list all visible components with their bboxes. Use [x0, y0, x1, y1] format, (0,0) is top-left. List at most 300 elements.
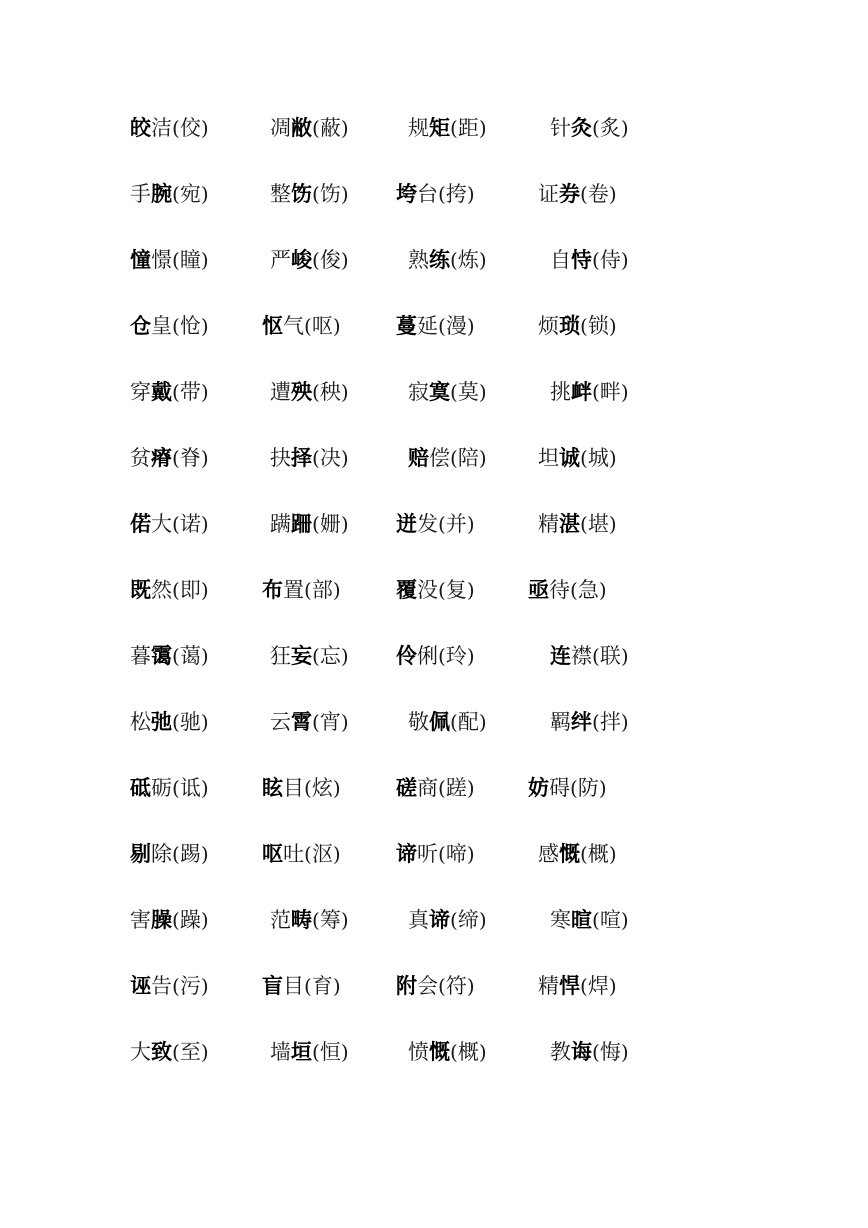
- open-paren: (: [172, 842, 180, 866]
- word-entry: [528, 768, 607, 808]
- word-character: 墙: [270, 1040, 291, 1064]
- word-character: 敬: [408, 710, 429, 734]
- close-paren: ): [608, 314, 617, 338]
- word-character: 置: [283, 578, 304, 602]
- open-paren: (: [450, 908, 458, 932]
- word-entry: [396, 504, 475, 544]
- word-character: 告: [151, 974, 172, 998]
- word-text: [396, 842, 438, 866]
- confusable-character: 呕: [311, 314, 333, 338]
- word-entry: [550, 636, 629, 676]
- emphasized-character: 妄: [291, 643, 312, 668]
- emphasized-character: 呕: [262, 841, 283, 866]
- confusable-character: 怆: [179, 314, 201, 338]
- word-text: [130, 116, 172, 140]
- word-text: [538, 974, 580, 998]
- word-character: 坦: [538, 446, 559, 470]
- close-paren: ): [340, 644, 349, 668]
- word-character: 整: [270, 182, 291, 206]
- word-character: 真: [408, 908, 429, 932]
- word-text: [270, 446, 312, 470]
- word-entry: [270, 900, 349, 940]
- open-paren: (: [450, 446, 458, 470]
- open-paren: (: [592, 380, 600, 404]
- word-character: 气: [283, 314, 304, 338]
- close-paren: ): [340, 116, 349, 140]
- word-character: 没: [417, 578, 438, 602]
- close-paren: ): [608, 512, 617, 536]
- word-character: 害: [130, 908, 151, 932]
- open-paren: (: [592, 248, 600, 272]
- emphasized-character: 迸: [396, 511, 417, 536]
- word-character: 台: [417, 182, 438, 206]
- close-paren: ): [200, 446, 209, 470]
- emphasized-character: 衅: [571, 379, 592, 404]
- close-paren: ): [466, 512, 475, 536]
- word-entry: [538, 504, 617, 544]
- open-paren: (: [172, 974, 180, 998]
- word-character: 蹒: [270, 512, 291, 536]
- word-entry: [130, 438, 209, 478]
- word-entry: [550, 702, 629, 742]
- emphasized-character: 恃: [571, 247, 592, 272]
- open-paren: (: [438, 182, 446, 206]
- word-text: [408, 116, 450, 140]
- word-text: [538, 446, 580, 470]
- close-paren: ): [478, 380, 487, 404]
- close-paren: ): [200, 974, 209, 998]
- emphasized-character: 矩: [429, 115, 450, 140]
- close-paren: ): [466, 314, 475, 338]
- close-paren: ): [200, 644, 209, 668]
- word-character: 听: [417, 842, 438, 866]
- word-entry: [130, 768, 209, 808]
- open-paren: (: [172, 776, 180, 800]
- word-text: [408, 446, 450, 470]
- word-character: 大: [130, 1040, 151, 1064]
- emphasized-character: 妨: [528, 775, 549, 800]
- word-text: [270, 644, 312, 668]
- word-character: 自: [550, 248, 571, 272]
- emphasized-character: 霭: [151, 643, 172, 668]
- word-entry: [270, 504, 349, 544]
- open-paren: (: [312, 446, 320, 470]
- word-text: [130, 644, 172, 668]
- open-paren: (: [450, 1040, 458, 1064]
- word-entry: [550, 108, 629, 148]
- word-text: [270, 908, 312, 932]
- emphasized-character: 暄: [571, 907, 592, 932]
- word-row: [0, 834, 868, 874]
- open-paren: (: [580, 512, 588, 536]
- emphasized-character: 弛: [151, 709, 172, 734]
- emphasized-character: 诲: [571, 1039, 592, 1064]
- open-paren: (: [172, 644, 180, 668]
- close-paren: ): [200, 314, 209, 338]
- word-character: 寂: [408, 380, 429, 404]
- emphasized-character: 慨: [429, 1039, 450, 1064]
- emphasized-character: 瘠: [151, 445, 172, 470]
- word-character: 熟: [408, 248, 429, 272]
- word-text: [408, 380, 450, 404]
- close-paren: ): [340, 710, 349, 734]
- open-paren: (: [304, 974, 312, 998]
- word-entry: [262, 834, 341, 874]
- word-entry: [550, 900, 629, 940]
- close-paren: ): [620, 116, 629, 140]
- word-entry: [270, 174, 349, 214]
- emphasized-character: 眩: [262, 775, 283, 800]
- word-entry: [396, 174, 475, 214]
- word-text: [396, 512, 438, 536]
- word-character: 暮: [130, 644, 151, 668]
- emphasized-character: 致: [151, 1039, 172, 1064]
- word-character: 精: [538, 974, 559, 998]
- emphasized-character: 殃: [291, 379, 312, 404]
- open-paren: (: [580, 974, 588, 998]
- word-character: 会: [417, 974, 438, 998]
- emphasized-character: 霄: [291, 709, 312, 734]
- word-character: 范: [270, 908, 291, 932]
- word-character: 羁: [550, 710, 571, 734]
- word-character: 然: [151, 578, 172, 602]
- word-text: [130, 776, 172, 800]
- word-text: [130, 512, 172, 536]
- word-text: [262, 314, 304, 338]
- word-entry: [538, 438, 617, 478]
- emphasized-character: 剔: [130, 841, 151, 866]
- word-entry: [550, 240, 629, 280]
- close-paren: ): [466, 974, 475, 998]
- word-text: [528, 578, 570, 602]
- word-text: [130, 182, 172, 206]
- word-text: [130, 974, 172, 998]
- emphasized-character: 灸: [571, 115, 592, 140]
- confusable-character: 决: [319, 446, 341, 470]
- confusable-character: 沤: [311, 842, 333, 866]
- word-entry: [550, 1032, 629, 1072]
- word-entry: [130, 570, 209, 610]
- word-character: 目: [283, 974, 304, 998]
- confusable-character: 锁: [587, 314, 609, 338]
- close-paren: ): [200, 710, 209, 734]
- word-text: [130, 446, 172, 470]
- close-paren: ): [200, 776, 209, 800]
- confusable-character: 躁: [179, 908, 201, 932]
- word-row: [0, 438, 868, 478]
- confusable-character: 即: [179, 578, 201, 602]
- word-text: [130, 248, 172, 272]
- confusable-character: 饬: [319, 182, 341, 206]
- open-paren: (: [312, 116, 320, 140]
- word-character: 教: [550, 1040, 571, 1064]
- close-paren: ): [466, 842, 475, 866]
- word-entry: [130, 834, 209, 874]
- word-character: 发: [417, 512, 438, 536]
- word-text: [262, 842, 304, 866]
- close-paren: ): [332, 776, 341, 800]
- confusable-character: 秧: [319, 380, 341, 404]
- word-row: [0, 966, 868, 1006]
- emphasized-character: 臊: [151, 907, 172, 932]
- open-paren: (: [172, 578, 180, 602]
- word-text: [550, 644, 592, 668]
- word-entry: [130, 966, 209, 1006]
- word-character: 云: [270, 710, 291, 734]
- emphasized-character: 跚: [291, 511, 312, 536]
- word-character: 除: [151, 842, 172, 866]
- open-paren: (: [172, 446, 180, 470]
- close-paren: ): [478, 710, 487, 734]
- close-paren: ): [620, 644, 629, 668]
- word-character: 洁: [151, 116, 172, 140]
- confusable-character: 并: [445, 512, 467, 536]
- word-entry: [408, 438, 487, 478]
- emphasized-character: 戴: [151, 379, 172, 404]
- word-entry: [262, 966, 341, 1006]
- close-paren: ): [332, 842, 341, 866]
- close-paren: ): [340, 446, 349, 470]
- word-text: [262, 776, 304, 800]
- confusable-character: 配: [457, 710, 479, 734]
- word-entry: [130, 900, 209, 940]
- emphasized-character: 盲: [262, 973, 283, 998]
- confusable-character: 城: [587, 446, 609, 470]
- word-entry: [408, 108, 487, 148]
- open-paren: (: [450, 116, 458, 140]
- close-paren: ): [200, 578, 209, 602]
- word-entry: [270, 1032, 349, 1072]
- word-character: 挑: [550, 380, 571, 404]
- word-entry: [408, 900, 487, 940]
- emphasized-character: 附: [396, 973, 417, 998]
- confusable-character: 漫: [445, 314, 467, 338]
- word-text: [396, 578, 438, 602]
- open-paren: (: [304, 314, 312, 338]
- open-paren: (: [172, 380, 180, 404]
- open-paren: (: [312, 380, 320, 404]
- word-text: [550, 248, 592, 272]
- word-text: [408, 248, 450, 272]
- word-text: [396, 644, 438, 668]
- open-paren: (: [592, 710, 600, 734]
- word-entry: [262, 768, 341, 808]
- open-paren: (: [438, 776, 446, 800]
- word-row: [0, 636, 868, 676]
- word-character: 贫: [130, 446, 151, 470]
- word-entry: [130, 504, 209, 544]
- open-paren: (: [312, 710, 320, 734]
- emphasized-character: 怄: [262, 313, 283, 338]
- word-character: 俐: [417, 644, 438, 668]
- confusable-character: 踢: [179, 842, 201, 866]
- word-entry: [538, 966, 617, 1006]
- word-entry: [538, 306, 617, 346]
- word-text: [130, 314, 172, 338]
- confusable-character: 至: [179, 1040, 201, 1064]
- open-paren: (: [438, 314, 446, 338]
- word-text: [130, 380, 172, 404]
- emphasized-character: 择: [291, 445, 312, 470]
- confusable-character: 筹: [319, 908, 341, 932]
- word-row: [0, 240, 868, 280]
- word-text: [270, 710, 312, 734]
- word-entry: [270, 108, 349, 148]
- close-paren: ): [200, 1040, 209, 1064]
- word-text: [538, 314, 580, 338]
- emphasized-character: 磋: [396, 775, 417, 800]
- word-character: 感: [538, 842, 559, 866]
- close-paren: ): [598, 578, 607, 602]
- close-paren: ): [332, 974, 341, 998]
- word-row: [0, 570, 868, 610]
- word-character: 遭: [270, 380, 291, 404]
- word-entry: [270, 636, 349, 676]
- word-entry: [396, 768, 475, 808]
- word-text: [262, 974, 304, 998]
- word-entry: [270, 372, 349, 412]
- emphasized-character: 敝: [291, 115, 312, 140]
- word-character: 手: [130, 182, 151, 206]
- word-text: [528, 776, 570, 800]
- word-character: 严: [270, 248, 291, 272]
- confusable-character: 炫: [311, 776, 333, 800]
- emphasized-character: 饬: [291, 181, 312, 206]
- confusable-character: 焊: [587, 974, 609, 998]
- open-paren: (: [592, 644, 600, 668]
- confusable-character: 诺: [179, 512, 201, 536]
- open-paren: (: [438, 842, 446, 866]
- confusable-character: 诋: [179, 776, 201, 800]
- word-text: [396, 182, 438, 206]
- open-paren: (: [438, 974, 446, 998]
- word-text: [550, 710, 592, 734]
- word-entry: [396, 570, 475, 610]
- confusable-character: 拌: [599, 710, 621, 734]
- word-entry: [262, 570, 341, 610]
- emphasized-character: 琐: [559, 313, 580, 338]
- open-paren: (: [450, 380, 458, 404]
- emphasized-character: 伶: [396, 643, 417, 668]
- emphasized-character: 畴: [291, 907, 312, 932]
- word-character: 皇: [151, 314, 172, 338]
- open-paren: (: [438, 644, 446, 668]
- word-text: [270, 380, 312, 404]
- confusable-character: 陪: [457, 446, 479, 470]
- word-character: 针: [550, 116, 571, 140]
- open-paren: (: [304, 776, 312, 800]
- confusable-character: 概: [587, 842, 609, 866]
- word-character: 抉: [270, 446, 291, 470]
- word-entry: [396, 306, 475, 346]
- open-paren: (: [450, 248, 458, 272]
- close-paren: ): [340, 248, 349, 272]
- close-paren: ): [478, 1040, 487, 1064]
- emphasized-character: 谛: [396, 841, 417, 866]
- word-entry: [130, 702, 209, 742]
- emphasized-character: 诚: [559, 445, 580, 470]
- word-entry: [528, 570, 607, 610]
- word-entry: [130, 636, 209, 676]
- word-text: [262, 578, 304, 602]
- word-entry: [408, 702, 487, 742]
- confusable-character: 忘: [319, 644, 341, 668]
- confusable-character: 佼: [179, 116, 201, 140]
- word-character: 穿: [130, 380, 151, 404]
- emphasized-character: 皎: [130, 115, 151, 140]
- emphasized-character: 券: [559, 181, 580, 206]
- confusable-character: 联: [599, 644, 621, 668]
- close-paren: ): [608, 974, 617, 998]
- open-paren: (: [312, 644, 320, 668]
- close-paren: ): [608, 842, 617, 866]
- confusable-character: 复: [445, 578, 467, 602]
- confusable-character: 俊: [319, 248, 341, 272]
- confusable-character: 蔼: [179, 644, 201, 668]
- emphasized-character: 寞: [429, 379, 450, 404]
- word-text: [408, 710, 450, 734]
- word-row: [0, 306, 868, 346]
- confusable-character: 啼: [445, 842, 467, 866]
- word-character: 松: [130, 710, 151, 734]
- confusable-character: 脊: [179, 446, 201, 470]
- emphasized-character: 湛: [559, 511, 580, 536]
- word-character: 大: [151, 512, 172, 536]
- emphasized-character: 峻: [291, 247, 312, 272]
- word-text: [396, 776, 438, 800]
- word-row: [0, 1032, 868, 1072]
- confusable-character: 恒: [319, 1040, 341, 1064]
- word-character: 延: [417, 314, 438, 338]
- open-paren: (: [580, 842, 588, 866]
- emphasized-character: 偌: [130, 511, 151, 536]
- confusable-character: 玲: [445, 644, 467, 668]
- word-text: [270, 248, 312, 272]
- confusable-character: 缔: [457, 908, 479, 932]
- close-paren: ): [340, 380, 349, 404]
- word-entry: [538, 834, 617, 874]
- open-paren: (: [592, 1040, 600, 1064]
- word-text: [130, 842, 172, 866]
- emphasized-character: 垣: [291, 1039, 312, 1064]
- close-paren: ): [332, 314, 341, 338]
- emphasized-character: 既: [130, 577, 151, 602]
- word-text: [270, 116, 312, 140]
- confusable-character: 急: [577, 578, 599, 602]
- confusable-character: 带: [179, 380, 201, 404]
- open-paren: (: [580, 182, 588, 206]
- emphasized-character: 慨: [559, 841, 580, 866]
- open-paren: (: [312, 182, 320, 206]
- word-entry: [270, 438, 349, 478]
- close-paren: ): [620, 380, 629, 404]
- confusable-character: 部: [311, 578, 333, 602]
- open-paren: (: [592, 116, 600, 140]
- close-paren: ): [200, 380, 209, 404]
- word-character: 精: [538, 512, 559, 536]
- word-text: [270, 1040, 312, 1064]
- word-text: [538, 842, 580, 866]
- word-row: [0, 768, 868, 808]
- close-paren: ): [200, 908, 209, 932]
- emphasized-character: 诬: [130, 973, 151, 998]
- confusable-character: 瞳: [179, 248, 201, 272]
- word-text: [270, 512, 312, 536]
- confusable-character: 宵: [319, 710, 341, 734]
- word-text: [130, 710, 172, 734]
- word-row: [0, 174, 868, 214]
- word-text: [550, 380, 592, 404]
